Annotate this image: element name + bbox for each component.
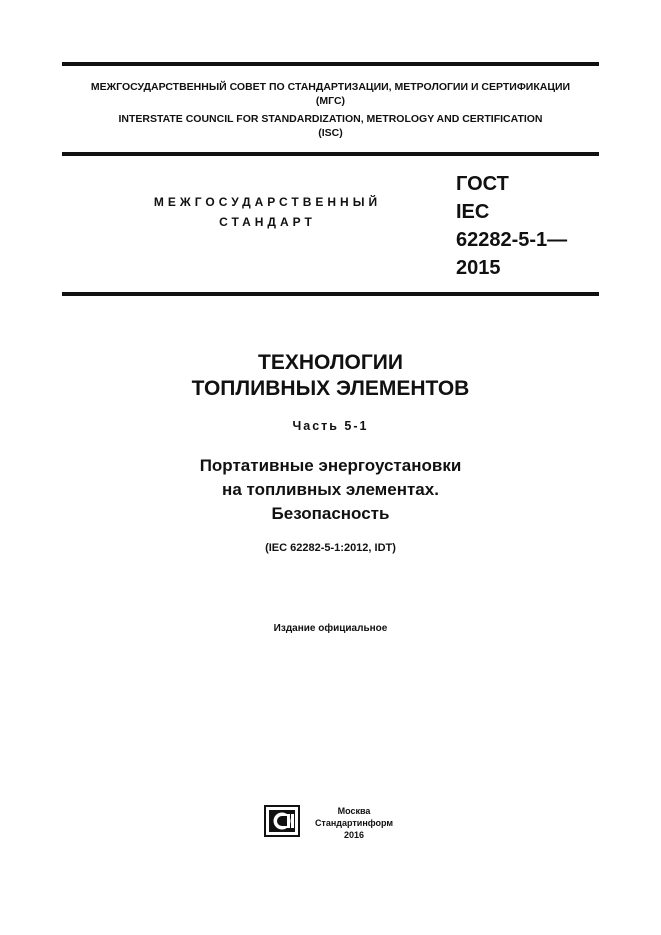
- subtitle-line1: Портативные энергоустановки: [199, 456, 462, 475]
- title-line1: ТЕХНОЛОГИИ: [258, 351, 403, 374]
- edition-label: Издание официальное: [273, 623, 388, 634]
- gost-line1: ГОСТ: [456, 173, 509, 195]
- council-en-block: [62, 112, 599, 140]
- council-ru-block: [62, 80, 599, 108]
- council-en-abbr: (ISC): [318, 127, 343, 139]
- document-subtitle: [62, 454, 599, 526]
- top-rule: [62, 62, 599, 66]
- subtitle-line2: на топливных элементах.: [222, 480, 439, 499]
- publisher-city: Москва: [337, 806, 371, 816]
- gost-line4: 2015: [456, 257, 501, 279]
- standard-type-label: [130, 192, 405, 232]
- bottom-rule: [62, 292, 599, 296]
- part-label: Часть 5-1: [292, 419, 369, 433]
- gost-line3: 62282-5-1—: [456, 229, 568, 251]
- publisher-block: [304, 805, 404, 841]
- gost-designation: [456, 170, 567, 282]
- council-ru-abbr: (МГС): [315, 95, 346, 107]
- iec-reference: (IEC 62282-5-1:2012, IDT): [265, 542, 396, 554]
- council-en-name: INTERSTATE COUNCIL FOR STANDARDIZATION, METROLOGY AND CERTIFICATION: [118, 113, 543, 125]
- middle-rule: [62, 152, 599, 156]
- standard-type-line2: СТАНДАРТ: [219, 215, 316, 229]
- document-title: [62, 350, 599, 402]
- standard-type-line1: МЕЖГОСУДАРСТВЕННЫЙ: [153, 195, 382, 209]
- council-ru-name: МЕЖГОСУДАРСТВЕННЫЙ СОВЕТ ПО СТАНДАРТИЗАЦИИ, МЕТРОЛОГИИ И СЕРТИФИКАЦИИ: [90, 81, 571, 93]
- publisher-name: Стандартинформ: [314, 818, 394, 828]
- gost-line2: IEC: [456, 201, 490, 223]
- subtitle-line3: Безопасность: [271, 504, 390, 523]
- title-line2: ТОПЛИВНЫХ ЭЛЕМЕНТОВ: [191, 377, 470, 400]
- publisher-year: 2016: [343, 830, 365, 840]
